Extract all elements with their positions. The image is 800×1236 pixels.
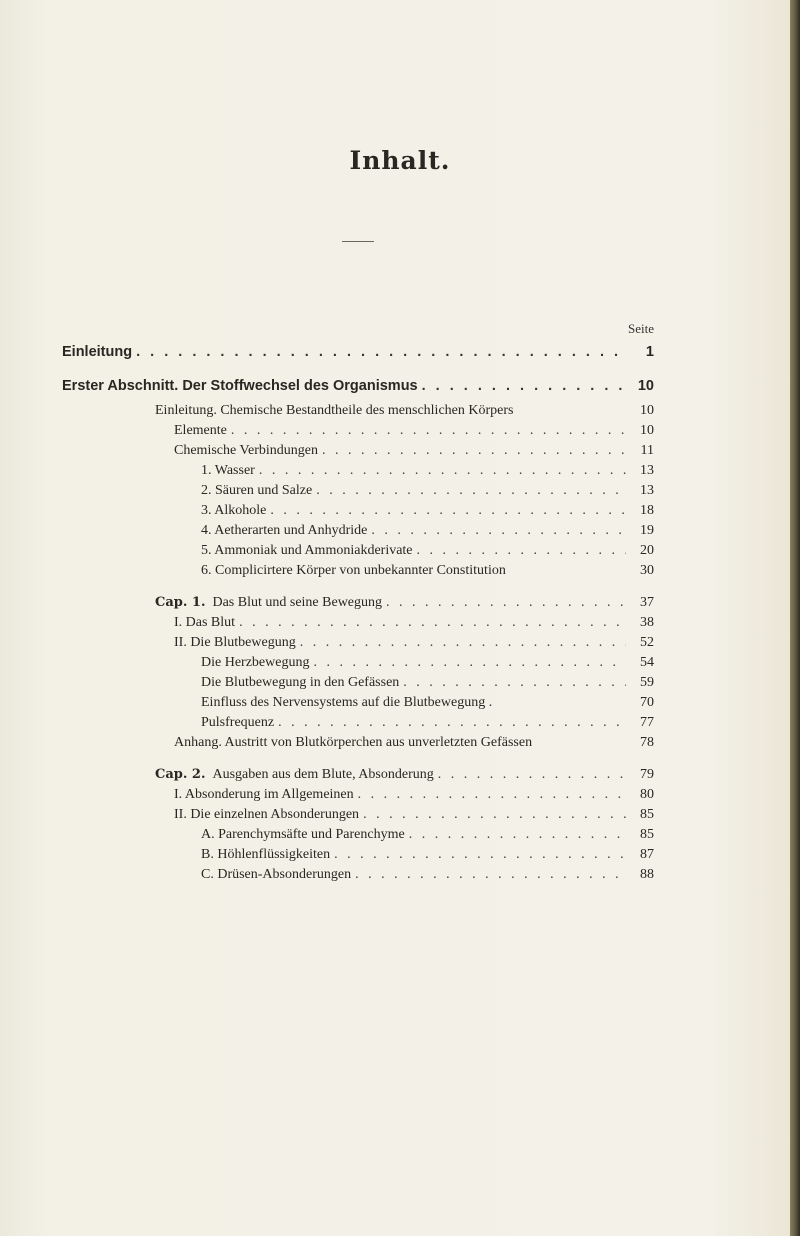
page-edge-shadow (790, 0, 800, 1236)
toc-label: I. Das Blut (174, 615, 236, 630)
toc-entry (174, 785, 654, 805)
toc-entry (201, 501, 654, 521)
toc-entry (201, 561, 654, 581)
toc-label: 3. Alkohole (201, 503, 267, 518)
chapter-title: Ausgaben aus dem Blute, Absonderung (212, 767, 434, 782)
dot-leader (371, 521, 626, 541)
toc-page-number: 80 (640, 787, 654, 802)
dot-leader (136, 342, 626, 362)
toc-entry (201, 693, 654, 713)
toc-label: 6. Complicirtere Körper von unbekannter Constitution (201, 563, 506, 578)
toc-page-number: 70 (640, 695, 654, 710)
dot-leader (403, 673, 626, 693)
toc-section-einleitung (62, 342, 654, 362)
toc-label: Pulsfrequenz (201, 715, 275, 730)
toc-page-number: 18 (640, 503, 654, 518)
toc-page-number: 88 (640, 867, 654, 882)
dot-leader (334, 845, 626, 865)
toc-page-number: 59 (640, 675, 654, 690)
toc-page-number: 79 (640, 767, 654, 782)
toc-label: Elemente (174, 423, 227, 438)
toc-page-number: 78 (640, 735, 654, 750)
toc-page-number: 52 (640, 635, 654, 650)
dot-leader (409, 825, 626, 845)
toc-entry (174, 733, 654, 753)
toc-page-number: 85 (640, 827, 654, 842)
dot-leader (270, 501, 626, 521)
dot-leader (300, 633, 626, 653)
toc-label: Anhang. Austritt von Blutkörperchen aus unverletzten Gefässen (174, 735, 533, 750)
toc-label: 5. Ammoniak und Ammoniakderivate (201, 543, 413, 558)
toc-chapter-2 (155, 765, 654, 785)
toc-chapter-1 (155, 593, 654, 613)
toc-entry (174, 633, 654, 653)
chapter-title: Das Blut und seine Bewegung (212, 595, 383, 610)
chapter-number: Cap. 1. (155, 595, 206, 610)
dot-leader (239, 613, 626, 633)
toc-entry (201, 673, 654, 693)
toc-label: 2. Säuren und Salze (201, 483, 313, 498)
toc-page-number: 38 (640, 615, 654, 630)
toc-entry (201, 541, 654, 561)
toc-entry (174, 805, 654, 825)
toc-entry (155, 401, 654, 421)
toc-label: Erster Abschnitt. Der Stoffwechsel des Organismus (62, 378, 418, 394)
toc-page-number: 10 (640, 423, 654, 438)
toc-page-number: 10 (640, 403, 654, 418)
toc-label: Einleitung (62, 344, 133, 360)
dot-leader (278, 713, 626, 733)
toc-label: Chemische Verbindungen (174, 443, 318, 458)
toc-page-number: 10 (637, 378, 654, 394)
toc-page-number: 85 (640, 807, 654, 822)
toc-label: B. Höhlenflüssigkeiten (201, 847, 331, 862)
toc-label: Die Blutbewegung in den Gefässen (201, 675, 400, 690)
toc-page-number: 30 (640, 563, 654, 578)
toc-page-number: 87 (640, 847, 654, 862)
dot-leader (386, 593, 626, 613)
toc-label (155, 765, 434, 785)
toc-label: II. Die Blutbewegung (174, 635, 296, 650)
toc-page-number: 19 (640, 523, 654, 538)
toc-page-number: 13 (640, 463, 654, 478)
chapter-number: Cap. 2. (155, 767, 206, 782)
toc-page-number: 11 (640, 443, 654, 458)
toc-label: II. Die einzelnen Absonderungen (174, 807, 360, 822)
toc-page-number: 77 (640, 715, 654, 730)
dot-leader (422, 376, 626, 396)
toc-entry (174, 441, 654, 461)
toc-label: 1. Wasser (201, 463, 255, 478)
dot-leader (355, 865, 626, 885)
toc-page-number: 1 (645, 344, 654, 360)
page-title: Inhalt. (349, 146, 451, 175)
dot-leader (417, 541, 626, 561)
toc-label: 4. Aetherarten und Anhydride (201, 523, 368, 538)
toc-label: I. Absonderung im Allgemeinen (174, 787, 354, 802)
dot-leader (259, 461, 626, 481)
toc-section-erster-abschnitt (62, 376, 654, 396)
toc-page-number: 20 (640, 543, 654, 558)
toc-entry (201, 481, 654, 501)
dot-leader (316, 481, 626, 501)
title-divider (342, 241, 374, 242)
toc-page-number: 13 (640, 483, 654, 498)
toc-label: Die Herzbewegung (201, 655, 310, 670)
dot-leader (358, 785, 626, 805)
toc-entry (201, 845, 654, 865)
toc-label (155, 593, 382, 613)
toc-entry (174, 613, 654, 633)
toc-label: Einleitung. Chemische Bestandtheile des menschlichen Körpers (155, 403, 514, 418)
toc-entry (201, 865, 654, 885)
dot-leader (231, 421, 626, 441)
dot-leader (322, 441, 626, 461)
dot-leader (363, 805, 626, 825)
toc-label: A. Parenchymsäfte und Parenchyme (201, 827, 405, 842)
toc-entry (201, 713, 654, 733)
toc-entry (201, 653, 654, 673)
dot-leader (313, 653, 626, 673)
toc-page-number: 54 (640, 655, 654, 670)
toc-entry (201, 825, 654, 845)
toc-entry (201, 521, 654, 541)
toc-label: C. Drüsen-Absonderungen (201, 867, 352, 882)
column-header-seite: Seite (628, 321, 654, 336)
toc-entry (201, 461, 654, 481)
toc-label: Einfluss des Nervensystems auf die Blutbewegung . (201, 695, 493, 710)
toc-entry (174, 421, 654, 441)
toc-page-number: 37 (640, 595, 654, 610)
dot-leader (438, 765, 626, 785)
